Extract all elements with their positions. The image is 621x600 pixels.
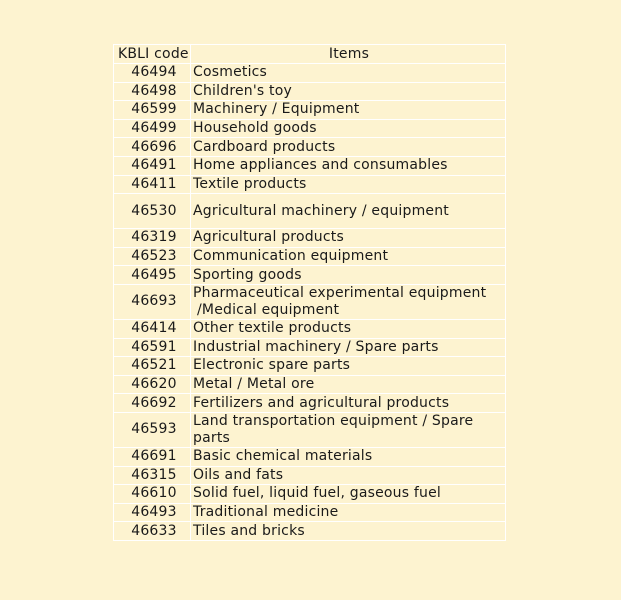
- item-cell: Cardboard products: [191, 138, 506, 157]
- table-row: [114, 466, 506, 485]
- kbli-code-cell: 46493: [114, 503, 191, 522]
- header-items: Items: [191, 45, 506, 64]
- item-cell: Basic chemical materials: [191, 447, 506, 466]
- item-cell: Communication equipment: [191, 247, 506, 266]
- table-row: [114, 64, 506, 83]
- table-row: [114, 447, 506, 466]
- item-cell: Other textile products: [191, 319, 506, 338]
- kbli-code-cell: 46620: [114, 375, 191, 394]
- item-cell: [191, 284, 506, 319]
- table-row: [114, 394, 506, 413]
- item-cell: Electronic spare parts: [191, 357, 506, 376]
- kbli-code-cell: 46491: [114, 156, 191, 175]
- table-row: [114, 319, 506, 338]
- item-cell: Textile products: [191, 175, 506, 194]
- kbli-code-cell: 46411: [114, 175, 191, 194]
- item-cell: Machinery / Equipment: [191, 101, 506, 120]
- table-row: [114, 247, 506, 266]
- table-row: [114, 284, 506, 319]
- kbli-code-cell: 46591: [114, 338, 191, 357]
- table-header-row: [114, 45, 506, 64]
- kbli-code-cell: 46315: [114, 466, 191, 485]
- table-row: [114, 156, 506, 175]
- item-cell: Fertilizers and agricultural products: [191, 394, 506, 413]
- table-row: [114, 266, 506, 285]
- kbli-code-cell: 46499: [114, 119, 191, 138]
- table-row: [114, 375, 506, 394]
- kbli-code-cell: 46498: [114, 82, 191, 101]
- table-row: [114, 338, 506, 357]
- item-text-line-1: Pharmaceutical experimental equipment: [193, 284, 487, 301]
- kbli-code-cell: 46414: [114, 319, 191, 338]
- item-cell: Land transportation equipment / Spare parts: [191, 412, 506, 447]
- kbli-code-cell: 46521: [114, 357, 191, 376]
- item-cell: Industrial machinery / Spare parts: [191, 338, 506, 357]
- item-cell: Agricultural products: [191, 229, 506, 248]
- table-row: [114, 485, 506, 504]
- kbli-code-cell: 46691: [114, 447, 191, 466]
- table-row: [114, 503, 506, 522]
- item-cell: Household goods: [191, 119, 506, 138]
- kbli-code-cell: 46610: [114, 485, 191, 504]
- item-cell: Children's toy: [191, 82, 506, 101]
- table-row: [114, 175, 506, 194]
- item-text-line-2: /Medical equipment: [197, 301, 340, 318]
- table-row: [114, 82, 506, 101]
- table-row: [114, 412, 506, 447]
- table-row: [114, 138, 506, 157]
- kbli-code-cell: 46495: [114, 266, 191, 285]
- kbli-code-cell: 46523: [114, 247, 191, 266]
- item-cell: Solid fuel, liquid fuel, gaseous fuel: [191, 485, 506, 504]
- table-row: [114, 229, 506, 248]
- table-row: [114, 194, 506, 229]
- table-row: [114, 357, 506, 376]
- kbli-code-cell: 46319: [114, 229, 191, 248]
- kbli-code-cell: 46530: [114, 194, 191, 229]
- kbli-code-cell: 46696: [114, 138, 191, 157]
- kbli-code-cell: 46599: [114, 101, 191, 120]
- kbli-code-cell: 46593: [114, 412, 191, 447]
- kbli-table: [113, 44, 506, 541]
- item-cell: Home appliances and consumables: [191, 156, 506, 175]
- kbli-code-cell: 46693: [114, 284, 191, 319]
- item-cell: Oils and fats: [191, 466, 506, 485]
- kbli-code-cell: 46494: [114, 64, 191, 83]
- table-row: [114, 119, 506, 138]
- table-row: [114, 522, 506, 541]
- kbli-code-cell: 46692: [114, 394, 191, 413]
- item-cell: Tiles and bricks: [191, 522, 506, 541]
- item-cell: Agricultural machinery / equipment: [191, 194, 506, 229]
- item-cell: Metal / Metal ore: [191, 375, 506, 394]
- table-row: [114, 101, 506, 120]
- item-cell: Sporting goods: [191, 266, 506, 285]
- item-cell: Cosmetics: [191, 64, 506, 83]
- kbli-code-cell: 46633: [114, 522, 191, 541]
- item-cell: Traditional medicine: [191, 503, 506, 522]
- header-kbli-code: KBLI code: [114, 45, 191, 64]
